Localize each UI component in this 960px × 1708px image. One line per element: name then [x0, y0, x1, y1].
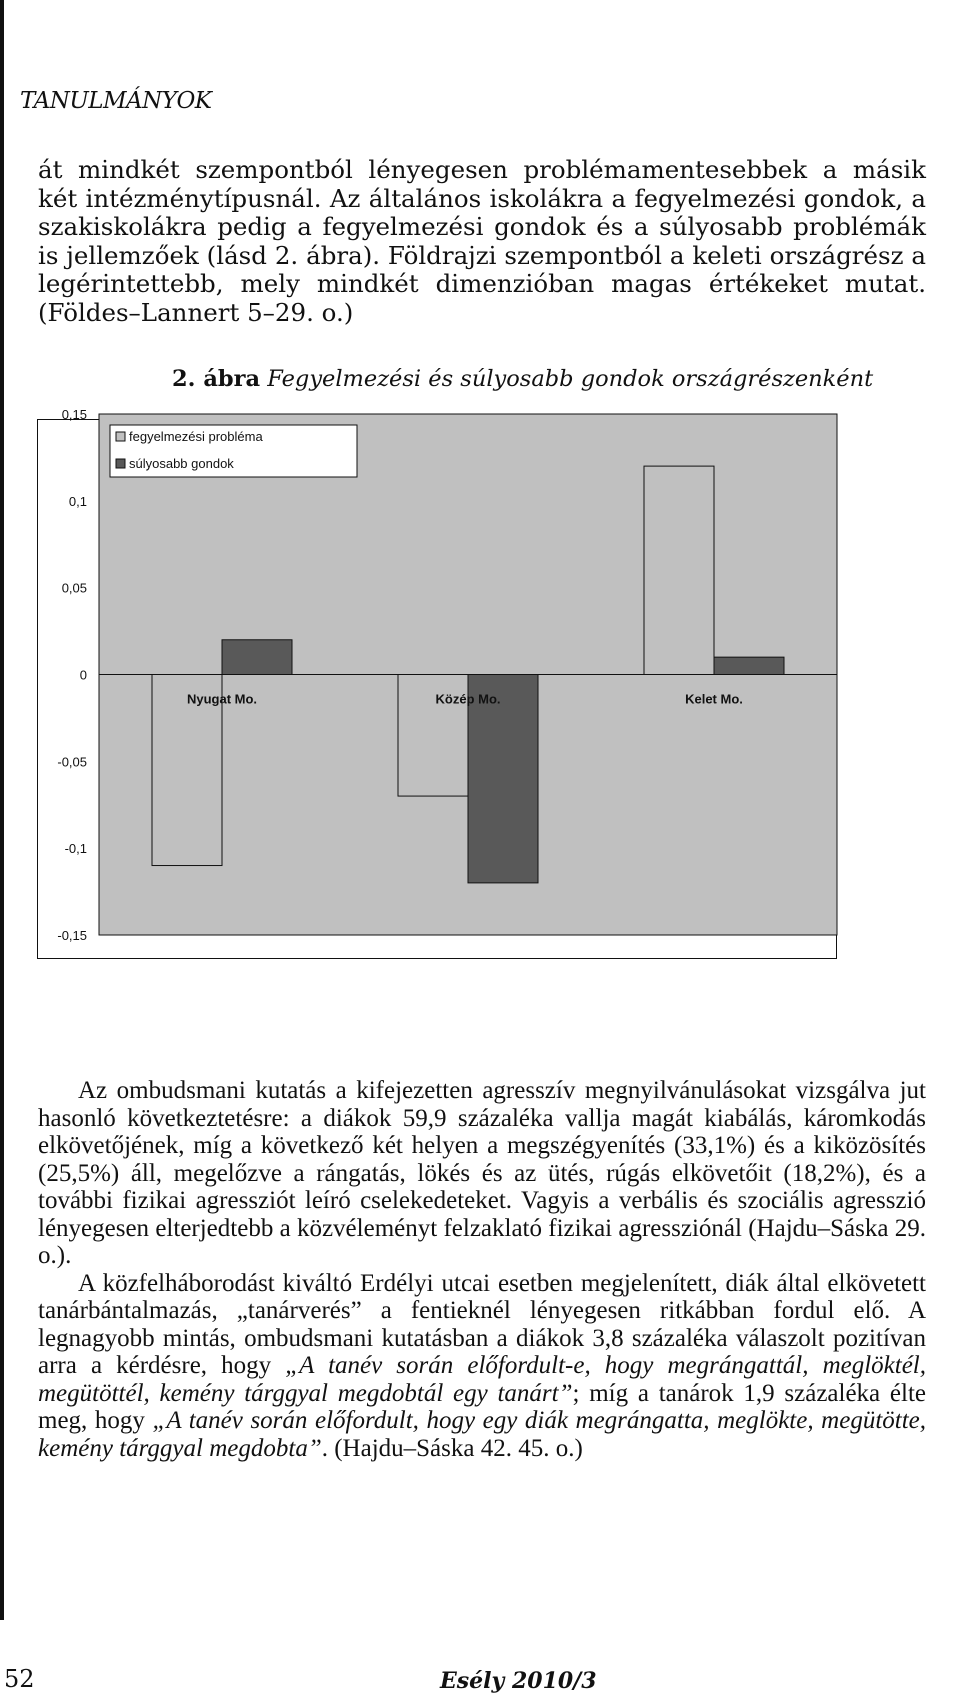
paragraph-bottom-1: Az ombudsmani kutatás a kifejezetten agresszív megnyilvánulásokat vizsgálva jut hasonló következtetésre: a diákok 59,9 százaléka vallja magát kiabálás, káromkodás elkövetőjének, míg a következő két helyen a megszégyenítés (33,1%) és a kiközösítés (25,5%) áll, megelőzve a rángatás, lökés és az ütés, rúgás elkövetőit (18,2%), és a további fizikai agressziót leíró cselekedeteket. Vagyis a verbális és szociális agresszió lényegesen elterjedtebb a közvéleményt felzaklató fizikai agressziónál (Hajdu–Sáska 29. o.).	[38, 1077, 926, 1269]
legend-label-sulyosabb: súlyosabb gondok	[129, 456, 234, 471]
p2-quote-1: „A tanév során előfordult-e, hogy megrángattál, meglöktél, megütöttél, kemény tárggyal megdobtál egy tanárt”	[38, 1352, 926, 1407]
category-label: Kelet Mo.	[685, 691, 743, 707]
journal-name: Esély 2010/3	[440, 1668, 597, 1694]
paragraph-top	[38, 156, 926, 327]
y-tick-label: 0,15	[61, 407, 87, 422]
y-tick-label: -0,05	[57, 754, 87, 770]
y-tick-label: 0,1	[68, 493, 87, 509]
figure-number: 2. ábra	[172, 366, 261, 392]
paragraph-top-text: át mindkét szempontból lényegesen problémamentesebbek a másik két intézménytípusnál. Az általános iskolákra a fegyelmezési gondok, a szakiskolákra pedig a fegyelmezési gondok és a súlyosabb problémák is jellemzőek (lásd 2. ábra). Földrajzi szempontból a keleti országrész a legérintettebb, mely mindkét dimenzióban magas értékeket mutat. (Földes–Lannert 5–29. o.)	[38, 155, 926, 327]
legend-label-fegyelmezesi: fegyelmezési probléma	[129, 429, 263, 444]
legend	[110, 425, 357, 477]
y-tick-label: -0,15	[57, 928, 87, 943]
legend-swatch-sulyosabb	[116, 459, 125, 468]
section-header: TANULMÁNYOK	[20, 88, 212, 114]
paragraph-bottom	[38, 1077, 926, 1462]
bar-sulyosabb	[714, 657, 784, 674]
figure-title	[172, 366, 873, 392]
figure-caption: Fegyelmezési és súlyosabb gondok országrészenként	[267, 366, 874, 392]
page-number: 52	[4, 1665, 35, 1693]
legend-swatch-fegyelmezesi	[116, 432, 125, 441]
y-tick-label: -0,1	[64, 841, 87, 857]
p2-text-2: ; míg a tanárok 1,9 százaléka élte meg, hogy	[38, 1379, 926, 1434]
y-tick-label: 0	[79, 667, 87, 683]
y-tick-label: 0,05	[61, 580, 87, 596]
p2-quote-2: „A tanév során előfordult, hogy egy diák megrángatta, meglökte, megütötte, kemény tárggyal megdobta”	[38, 1407, 926, 1462]
p2-text-1: A közfelháborodást kiváltó Erdélyi utcai esetben megjelenített, diák által elkövetett tanárbántalmazás, „tanárverés” a fentieknél lényegesen ritkábban fordul elő. A legnagyobb mintás, ombudsmani kutatásban a diákok 3,8 százaléka válaszolt pozitívan arra a kérdésre, hogy	[38, 1269, 926, 1379]
chart-svg	[37, 407, 837, 959]
category-label: Közép Mo.	[435, 691, 501, 707]
page-margin-rule	[0, 0, 4, 1620]
bar-chart	[37, 407, 837, 963]
bar-fegyelmezesi	[644, 466, 714, 674]
p2-text-3: . (Hajdu–Sáska 42. 45. o.)	[321, 1434, 583, 1462]
category-label: Nyugat Mo.	[186, 691, 258, 707]
paragraph-bottom-2	[38, 1270, 926, 1463]
bar-sulyosabb	[222, 640, 292, 675]
